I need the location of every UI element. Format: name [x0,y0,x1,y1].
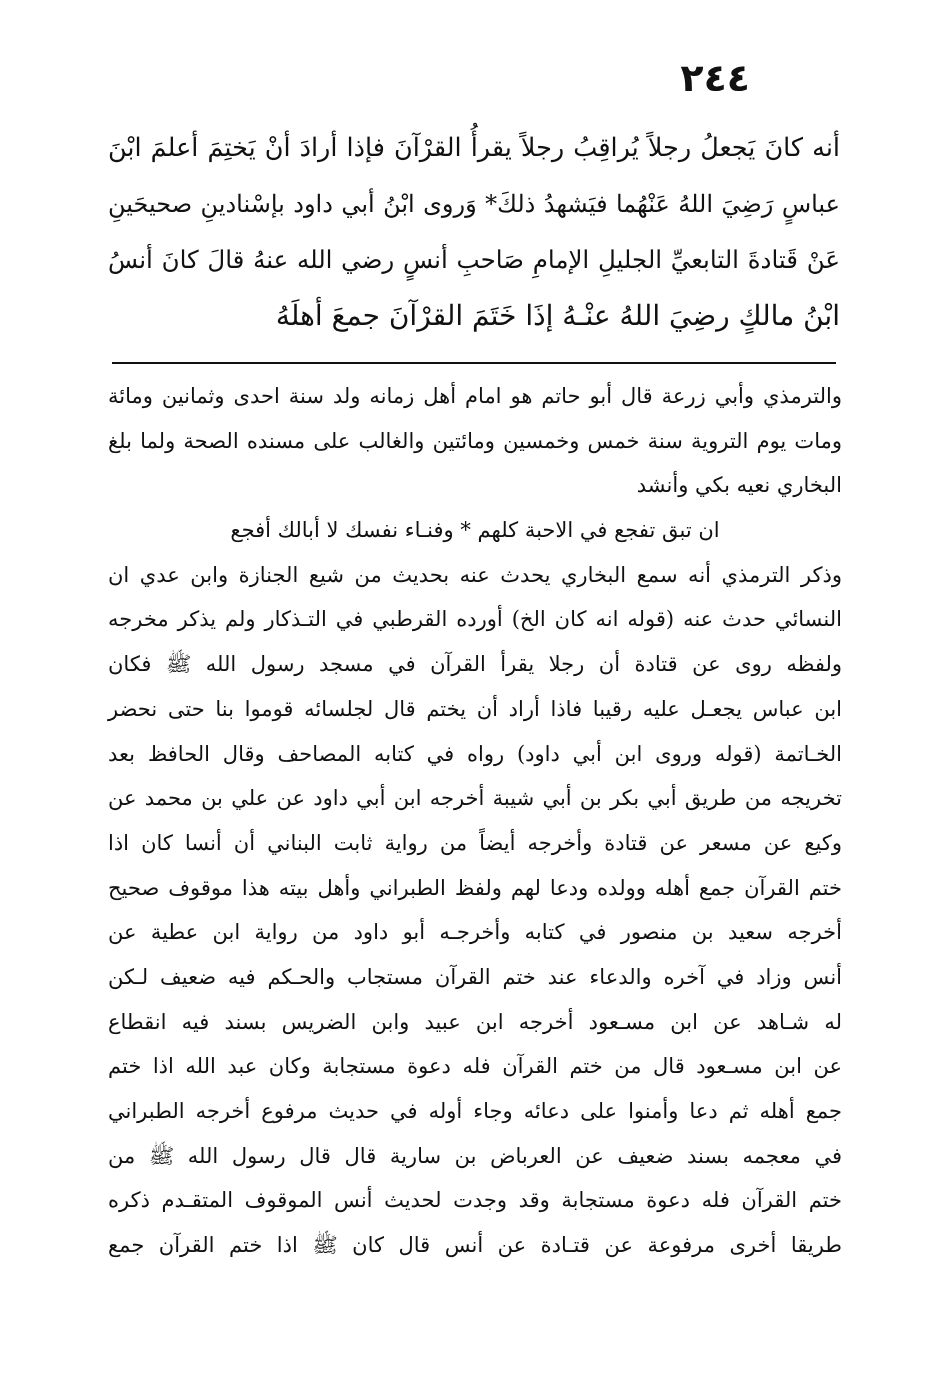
commentary-line: وذكر الترمذي أنه سمع البخاري يحدث عنه بحديث من شيع الجنازة وابن عدي ان [108,562,842,587]
main-text-line: عَنْ قَتادةَ التابعيِّ الجليلِ الإمامِ صَاحبِ أنسٍ رضي الله عنهُ قالَ كانَ أنسُ [108,245,840,274]
commentary-line: ولفظه روى عن قتادة أن رجلا يقرأ القرآن في مسجد رسول الله ﷺ فكان [108,652,842,677]
commentary-line: النسائي حدث عنه (قوله انه كان الخ) أورده القرطبي في التـذكار ولم يذكر مخرجه [108,607,842,632]
main-text-block [108,120,840,344]
main-text-line: ابْنُ مالكٍ رضِيَ اللهُ عنْـهُ إذَا خَتَمَ القرْآنَ جمعَ أهلَهُ [275,299,840,332]
commentary-line: أنس وزاد في آخره والدعاء عند ختم القرآن مستجاب والحـكم فيه ضعيف لـكن [108,964,842,989]
commentary-line: له شـاهد عن ابن مسـعود أخرجه ابن عبيد وابن الضريس بسند فيه انقطاع [108,1009,842,1034]
commentary-line: عن ابن مسـعود قال من ختم القرآن فله دعوة مستجابة وكان عبد الله اذا ختم [108,1054,842,1079]
footnote-divider [112,362,836,364]
commentary-line: طريقا أخرى مرفوعة عن قتـادة عن أنس قال كان ﷺ اذا ختم القرآن جمع [108,1233,842,1258]
commentary-line: وكيع عن مسعر عن قتادة وأخرجه أيضاً من رواية ثابت البناني أن أنسا كان اذا [108,830,842,855]
commentary-line: الخـاتمة (قوله وروى ابن أبي داود) رواه في كتابه المصاحف وقال الحافظ بعد [108,741,842,766]
poetry-verse: ان تبق تفجع في الاحبة كلهم * وفنـاء نفسك لا أبالك أفجع [230,518,720,543]
commentary-line: أخرجه سعيد بن منصور في كتابه وأخرجـه أبو داود من رواية ابن عطية عن [108,920,842,945]
commentary-line: البخاري نعيه بكي وأنشد [636,473,842,498]
main-text-line: أنه كانَ يَجعلُ رجلاً يُراقِبُ رجلاً يقرأُ القرْآنَ فإذا أرادَ أنْ يَختِمَ أعلمَ ابْنَ [108,133,840,163]
commentary-line: ابن عباس يجعـل عليه رقيبا فاذا أراد أن يختم قال لجلسائه قوموا بنا حتى نحضر [108,696,842,721]
commentary-line: جمع أهله ثم دعا وأمنوا على دعائه وجاء أوله في حديث مرفوع أخرجه الطبراني [108,1099,842,1123]
commentary-line: في معجمه بسند ضعيف عن العرباض بن سارية قال قال رسول الله ﷺ من [108,1143,842,1168]
page-number: ٢٤٤ [680,56,750,100]
commentary-line: تخريجه من طريق أبي بكر بن أبي شيبة أخرجه ابن أبي داود عن علي بن محمد عن [108,786,842,811]
main-text-line: عباسٍ رَضِيَ اللهُ عَنْهُما فيَشهدُ ذلكَ* وَروى ابْنُ أبي داود بإسْنادينِ صحيحَينِ [108,190,840,218]
commentary-block [108,374,842,1268]
commentary-line: ختم القرآن جمع أهله وولده ودعا لهم ولفظ الطبراني وأهل بيته هذا موقوف صحيح [108,875,842,900]
commentary-line: ختم القرآن فله دعوة مستجابة وقد وجدت لحديث أنس الموقوف المتقـدم ذكره [108,1188,842,1213]
commentary-line: والترمذي وأبي زرعة قال أبو حاتم هو امام أهل زمانه ولد سنة احدى وثمانين ومائة [108,384,842,408]
commentary-line: ومات يوم التروية سنة خمس وخمسين ومائتين والغالب على مسنده الصحة ولما بلغ [108,428,842,453]
